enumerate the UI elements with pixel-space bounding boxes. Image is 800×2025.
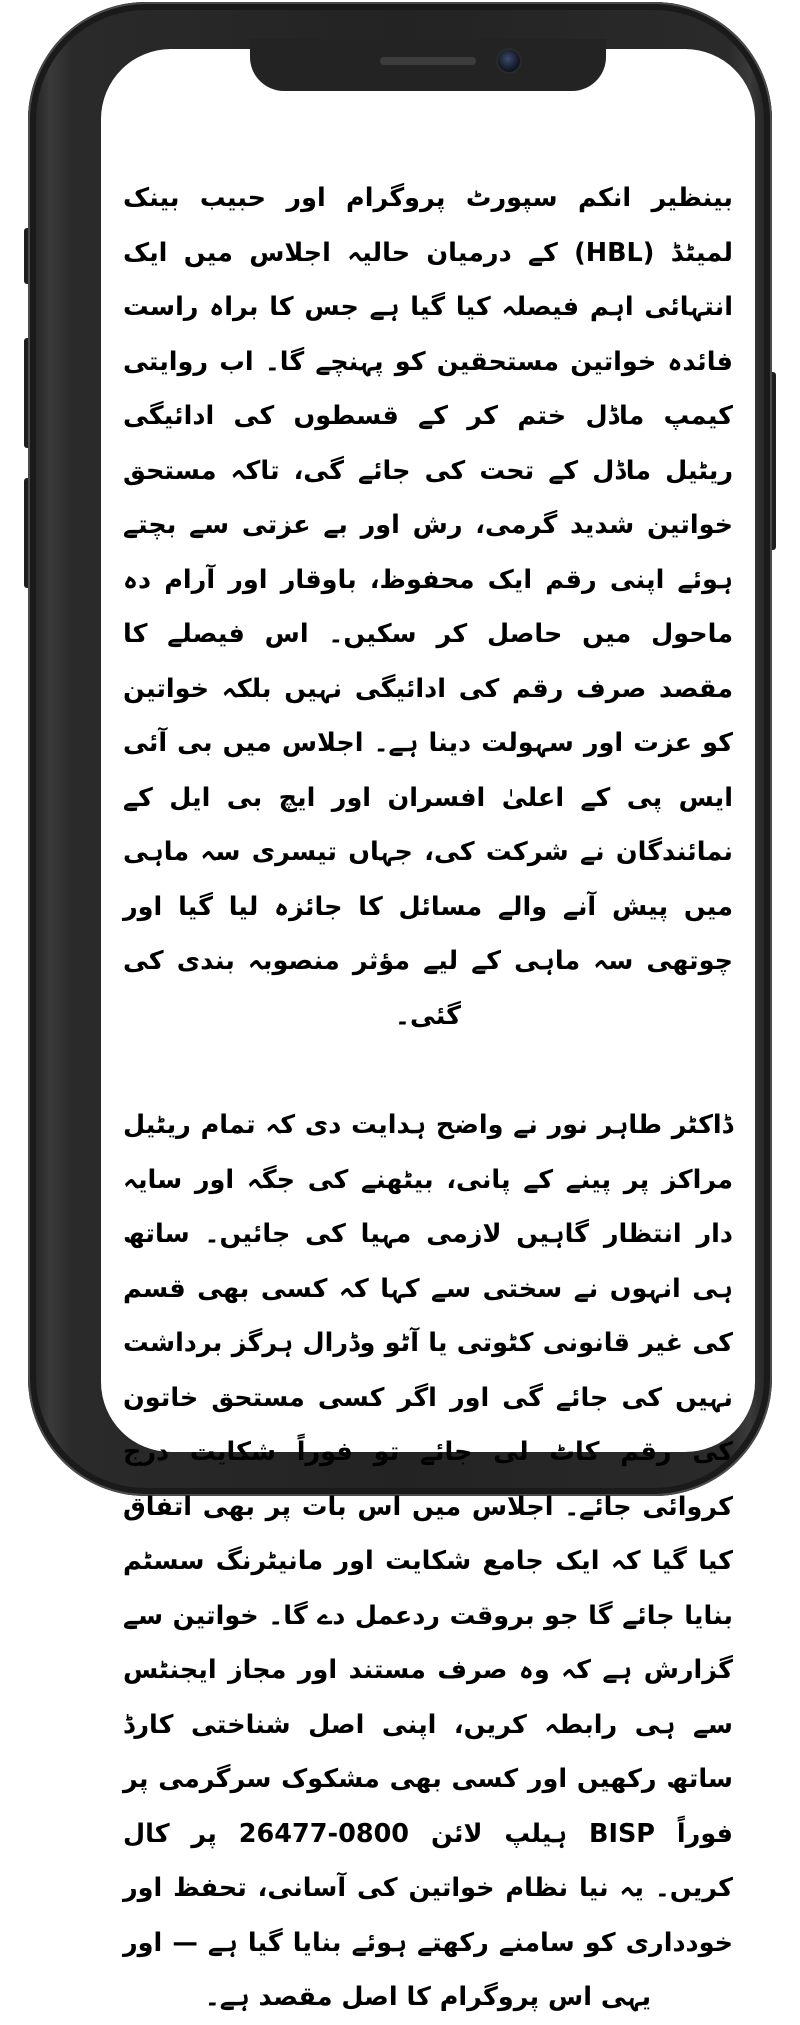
- phone-notch: [250, 39, 606, 91]
- earpiece-speaker: [380, 57, 476, 65]
- article-paragraph-1: بینظیر انکم سپورٹ پروگرام اور حبیب بینک لمیٹڈ (HBL) کے درمیان حالیہ اجلاس میں ایک انتہائی اہم فیصلہ کیا گیا ہے جس کا براہ راست فائدہ خواتین مستحقین کو پہنچے گا۔ اب روایتی کیمپ ماڈل ختم کر کے قسطوں کی ادائیگی ریٹیل ماڈل کے تحت کی جائے گی، تاکہ مستحق خواتین شدید گرمی، رش اور بے عزتی سے بچتے ہوئے اپنی رقم ایک محفوظ، باوقار اور آرام دہ ماحول میں حاصل کر سکیں۔ اس فیصلے کا مقصد صرف رقم کی ادائیگی نہیں بلکہ خواتین کو عزت اور سہولت دینا ہے۔ اجلاس میں بی آئی ایس پی کے اعلیٰ افسران اور ایچ بی ایل کے نمائندگان نے شرکت کی، جہاں تیسری سہ ماہی میں پیش آنے والے مسائل کا جائزہ لیا گیا اور چوتھی سہ ماہی کے لیے مؤثر منصوبہ بندی کی گئی۔: [123, 183, 733, 1031]
- article-content: [123, 171, 733, 2025]
- phone-frame: [28, 2, 772, 2012]
- article-paragraph-2: ڈاکٹر طاہر نور نے واضح ہدایت دی کہ تمام ریٹیل مراکز پر پینے کے پانی، بیٹھنے کی جگہ اور سایہ دار انتظار گاہیں لازمی مہیا کی جائیں۔ ساتھ ہی انہوں نے سختی سے کہا کہ کسی بھی قسم کی غیر قانونی کٹوتی یا آٹو وڈرال ہرگز برداشت نہیں کی جائے گی اور اگر کسی مستحق خاتون کی رقم کاٹ لی جائے تو فوراً شکایت درج کروائی جائے۔ اجلاس میں اس بات پر بھی اتفاق کیا گیا کہ ایک جامع شکایت اور مانیٹرنگ سسٹم بنایا جائے گا جو بروقت ردعمل دے گا۔ خواتین سے گزارش ہے کہ وہ صرف مستند اور مجاز ایجنٹس سے ہی رابطہ کریں، اپنی اصل شناختی کارڈ ساتھ رکھیں اور کسی بھی مشکوک سرگرمی پر فوراً BISP ہیلپ لائن 0800-26477 پر کال کریں۔ یہ نیا نظام خواتین کی آسانی، تحفظ اور خودداری کو سامنے رکھتے ہوئے بنایا گیا ہے — اور یہی اس پروگرام کا اصل مقصد ہے۔: [123, 1110, 733, 2012]
- phone-screen: [101, 49, 755, 2012]
- front-camera-icon: [498, 50, 520, 72]
